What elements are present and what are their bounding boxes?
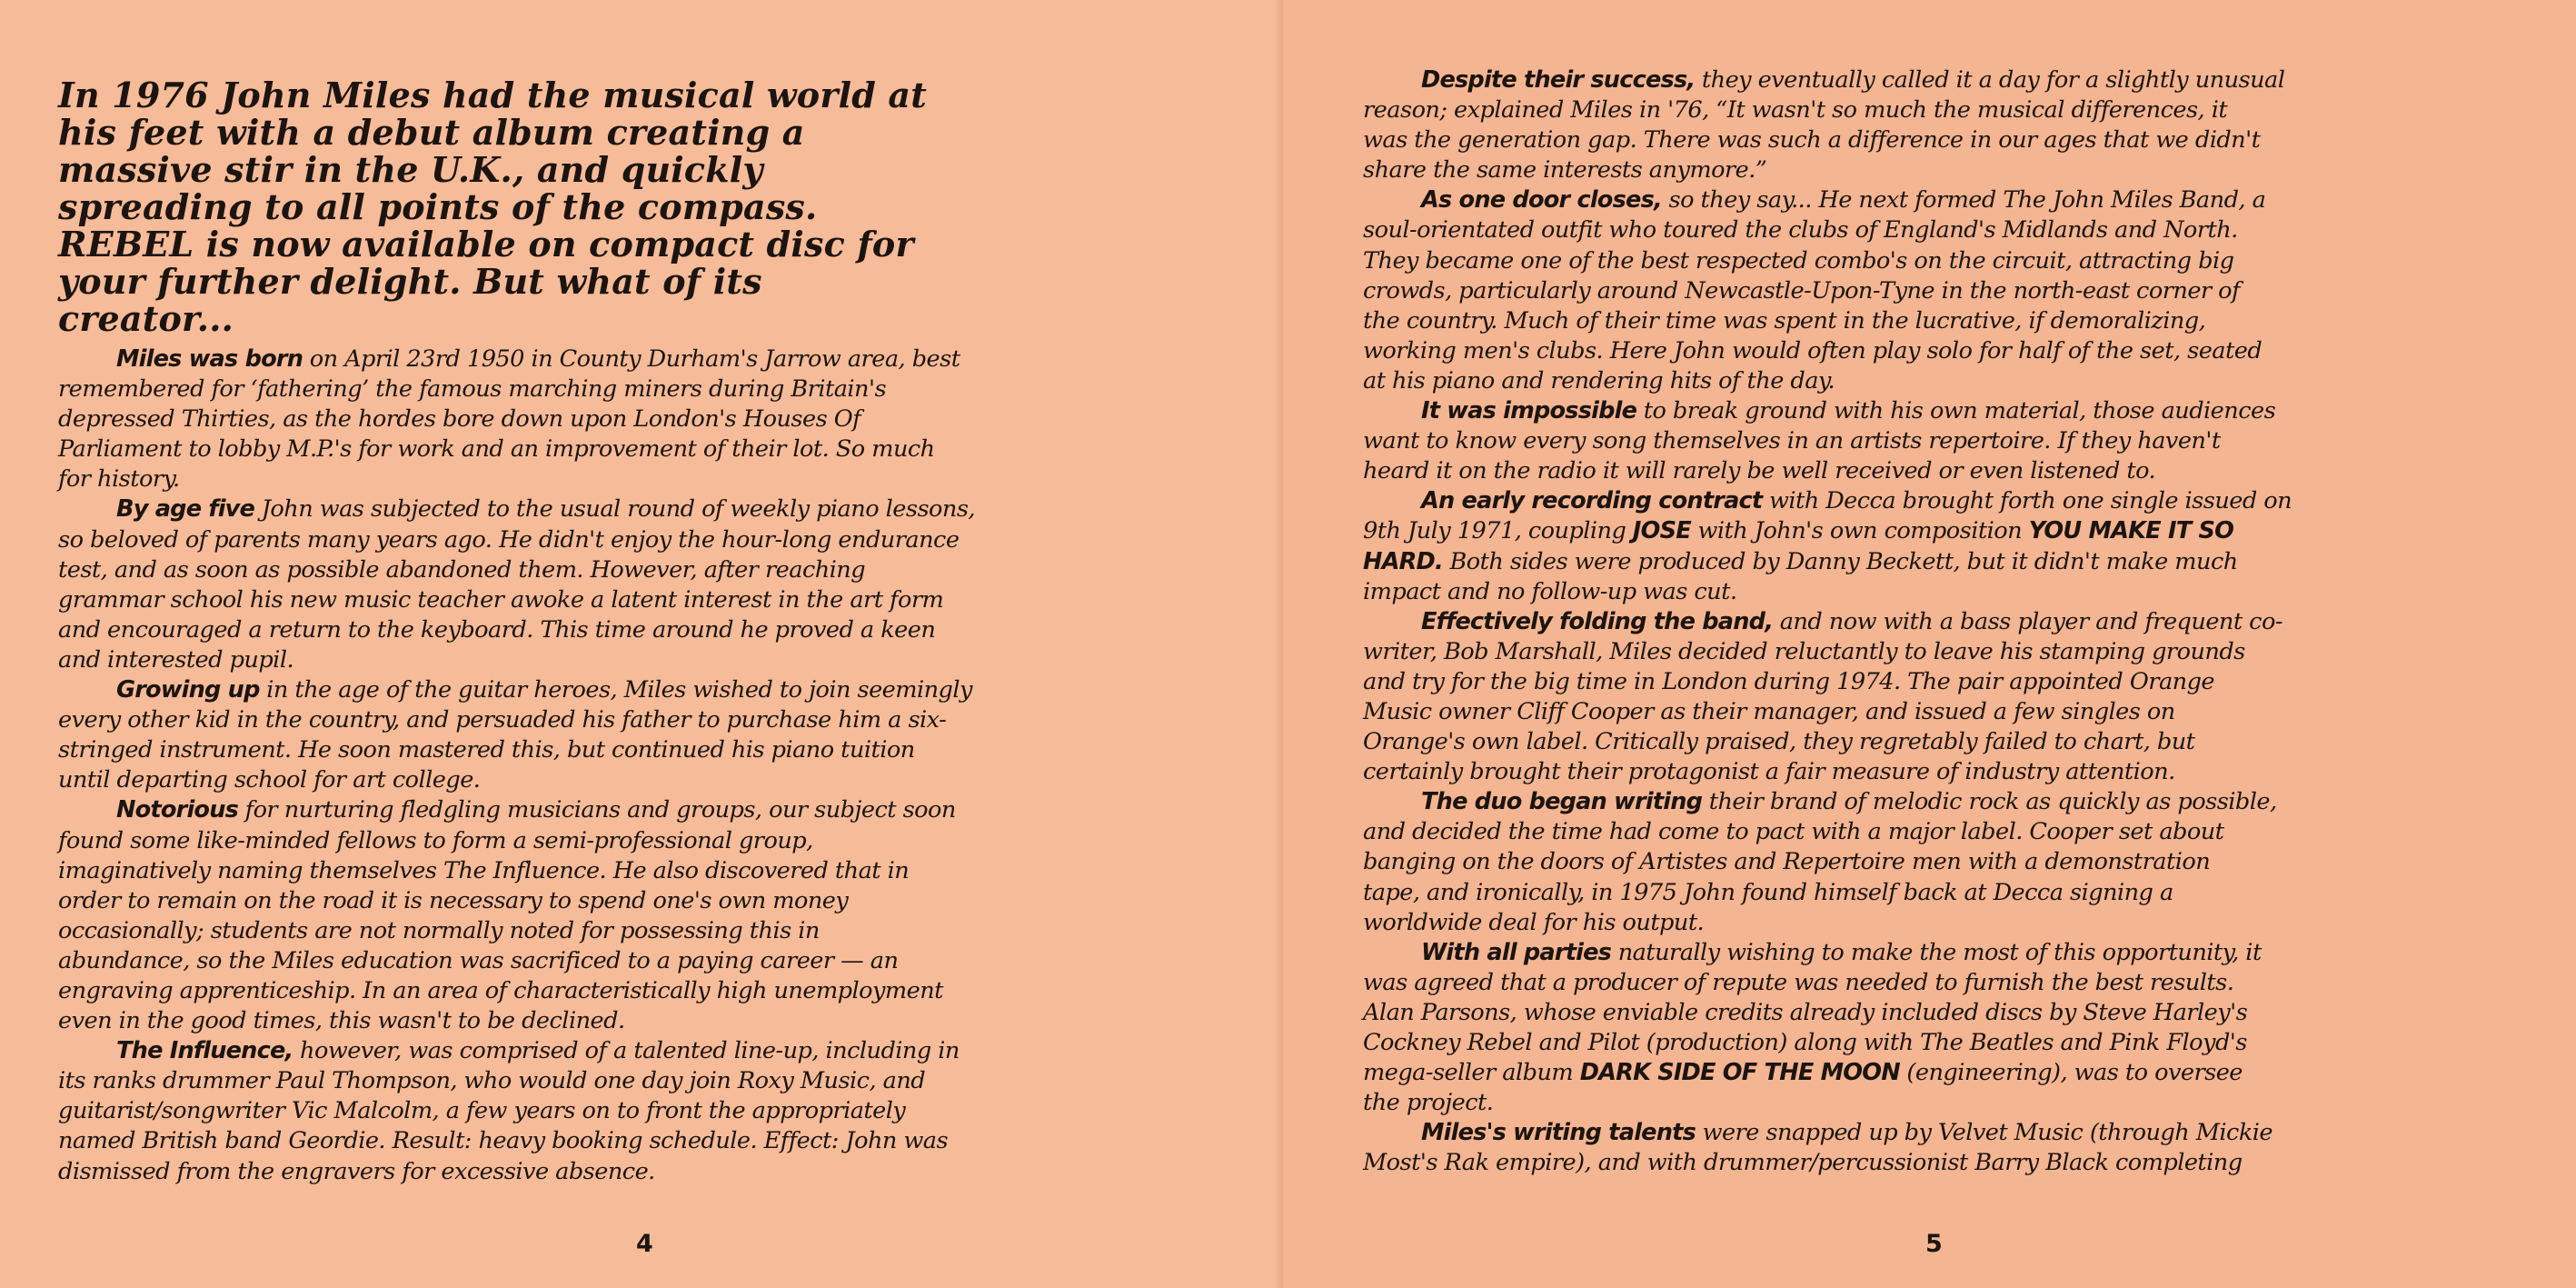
paragraph-lead: Effectively folding the band,	[1421, 607, 1774, 635]
paragraph	[1363, 486, 2535, 606]
paragraph-text: however, was comprised of a talented line-up, including in its ranks drummer Paul Thompson, who would one day join Roxy Music, and guitarist/songwriter Vic Malcolm, a few years on to front the appropriately named British band Geordie. Result: heavy booking schedule. Effect: John was dismissed from the engravers for excessive absence.	[58, 1037, 960, 1185]
paragraph-lead: Miles's writing talents	[1421, 1119, 1696, 1147]
paragraph-lead: With all parties	[1421, 938, 1612, 966]
paragraph-text: (engineering), was to oversee the project.	[1363, 1059, 2243, 1117]
paragraph	[1363, 938, 2535, 1119]
song-title: JOSE	[1632, 517, 1691, 545]
paragraph-text: Both sides were produced by Danny Beckett, but it didn't make much impact and no follow-up was cut.	[1363, 547, 2238, 605]
paragraph-text: to break ground with his own material, those audiences want to know every song themselves in an artists repertoire. If they haven't heard it on the radio it will rarely be well received or even listened to.	[1363, 397, 2276, 485]
paragraph-text: their brand of melodic rock as quickly as possible, and decided the time had come to pact with a major label. Cooper set about banging on the doors of Artistes and Repertoire men with a demonstration tape, and ironically, in 1975 John found himself back at Decca signing a worldwide deal for his output.	[1363, 788, 2277, 936]
paragraph-lead: An early recording contract	[1421, 487, 1763, 515]
paragraph	[58, 795, 1230, 1036]
page-number: 4	[636, 1230, 653, 1258]
paragraph	[58, 675, 1230, 795]
paragraph	[1363, 396, 2535, 486]
paragraph	[58, 1036, 1230, 1186]
paragraph-lead: The duo began writing	[1421, 788, 1703, 816]
paragraph-text: were snapped up by Velvet Music (through Mickie Most's Rak empire), and with drummer/percussionist Barry Black completing	[1363, 1119, 2273, 1177]
paragraph	[1363, 1118, 2535, 1178]
paragraph	[1363, 787, 2535, 937]
paragraph-text: with Decca brought forth one single issued on 9th July 1971, coupling	[1363, 487, 2293, 545]
album-title: DARK SIDE OF THE MOON	[1579, 1059, 1900, 1087]
paragraph-text: in the age of the guitar heroes, Miles wished to join seemingly every other kid in the country, and persuaded his father to purchase him a six- stringed instrument. He soon mastered this, but continued his piano tuition until departing school for art college.	[58, 676, 972, 794]
paragraph-lead: Despite their success,	[1421, 66, 1696, 94]
paragraph-text: on April 23rd 1950 in County Durham's Jarrow area, best remembered for ‘fathering’ the famous marching miners during Britain's depressed Thirties, as the hordes bore down upon London's Houses Of Parliament to lobby M.P.'s for work and an improvement of their lot. So much for history.	[58, 345, 960, 494]
paragraph-lead: Notorious	[116, 796, 239, 824]
paragraph-text: with John's own composition	[1690, 517, 2029, 545]
intro-heading: In 1976 John Miles had the musical world at his feet with a debut album creating a massive stir in the U.K., and quickly spreading to all points of the compass. REBEL is now available on compact disc for your further delight. But what of its creator...	[58, 75, 927, 339]
paragraph	[1363, 185, 2535, 396]
right-page	[1283, 0, 2576, 1288]
paragraph-lead: Growing up	[116, 676, 260, 704]
paragraph	[58, 494, 1230, 675]
paragraph-lead: By age five	[116, 495, 255, 524]
song-title: YOU MAKE IT SO HARD.	[1363, 517, 2234, 575]
paragraph	[58, 344, 1230, 494]
paragraph-lead: Miles was born	[116, 345, 303, 373]
paragraph-text: naturally wishing to make the most of this opportunity, it was agreed that a producer of repute was needed to furnish the best results. Alan Parsons, whose enviable credits already included discs by Steve Harley's Cockney Rebel and Pilot (production) along with The Beatles and Pink Floyd's mega-seller album	[1363, 938, 2262, 1087]
page-number: 5	[1925, 1230, 1943, 1258]
left-page	[0, 0, 1283, 1288]
paragraph-lead: As one door closes,	[1421, 186, 1662, 215]
paragraph-text: they eventually called it a day for a slightly unusual reason; explained Miles in '76, “It wasn't so much the musical differences, it was the generation gap. There was such a difference in our ages that we didn't share the same interests anymore.”	[1363, 66, 2285, 185]
paragraph-lead: It was impossible	[1421, 397, 1637, 425]
paragraph-text: for nurturing fledgling musicians and groups, our subject soon found some like-minded fellows to form a semi-professional group, imaginatively naming themselves The Influence. He also discovered that in order to remain on the road it is necessary to spend one's own money occasionally; students are not normally noted for possessing this in abundance, so the Miles education was sacrificed to a paying career — an engraving apprenticeship. In an area of characteristically high unemployment even in the good times, this wasn't to be declined.	[58, 796, 956, 1035]
left-page-content	[58, 76, 1230, 1187]
paragraph	[1363, 607, 2535, 788]
paragraph-text: and now with a bass player and frequent co- writer, Bob Marshall, Miles decided reluctantly to leave his stamping grounds and try for the big time in London during 1974. The pair appointed Orange Music owner Cliff Cooper as their manager, and issued a few singles on Orange's own label. Critically praised, they regretably failed to chart, but certainly brought their protagonist a fair measure of industry attention.	[1363, 607, 2283, 786]
paragraph-lead: The Influence,	[116, 1037, 293, 1065]
paragraph-text: so they say... He next formed The John Miles Band, a soul-orientated outfit who toured the clubs of England's Midlands and North. They became one of the best respected combo's on the circuit, attracting big crowds, particularly around Newcastle-Upon-Tyne in the north-east corner of the country. Much of their time was spent in the lucrative, if demoralizing, working men's clubs. Here John would often play solo for half of the set, seated at his piano and rendering hits of the day.	[1363, 186, 2266, 394]
right-page-content	[1363, 65, 2535, 1178]
paragraph	[1363, 65, 2535, 185]
paragraph-text: John was subjected to the usual round of weekly piano lessons, so beloved of parents many years ago. He didn't enjoy the hour-long endurance test, and as soon as possible abandoned them. However, after reaching grammar school his new music teacher awoke a latent interest in the art form and encouraged a return to the keyboard. This time around he proved a keen and interested pupil.	[58, 495, 975, 674]
